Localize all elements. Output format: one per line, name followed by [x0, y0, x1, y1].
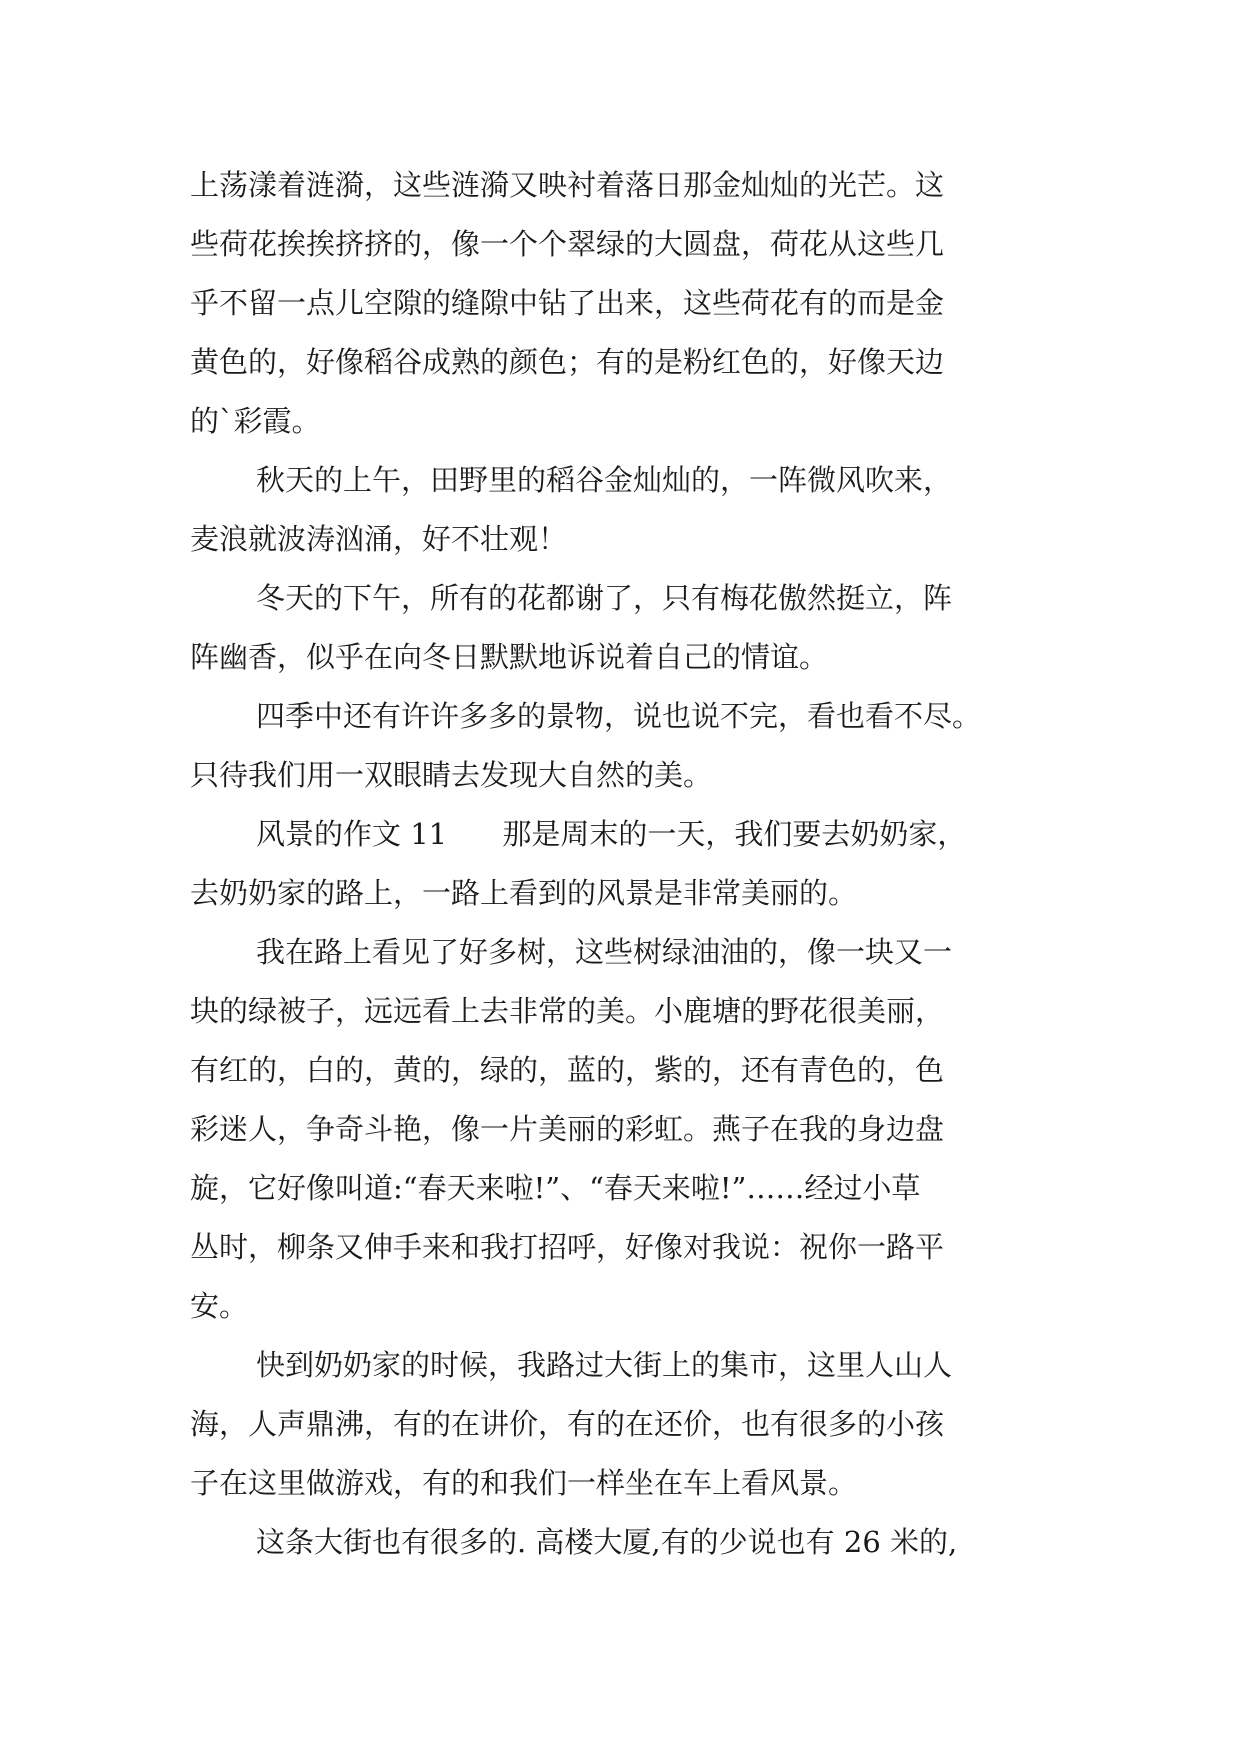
text-line: 的`彩霞。	[190, 404, 321, 438]
text-line: 子在这里做游戏，有的和我们一样坐在车上看风景。	[190, 1466, 858, 1500]
text-line: 麦浪就波涛汹涌，好不壮观！	[190, 522, 568, 556]
text-line: 乎不留一点儿空隙的缝隙中钻了出来，这些荷花有的而是金	[190, 286, 945, 320]
paragraph-start-line: 快到奶奶家的时候，我路过大街上的集市，这里人山人	[256, 1348, 953, 1382]
paragraph-start-line: 秋天的上午，田野里的稻谷金灿灿的，一阵微风吹来，	[256, 463, 953, 497]
text-line: 旋，它好像叫道:“春天来啦!”、“春天来啦!”……经过小草	[190, 1171, 921, 1205]
paragraph-start-line: 冬天的下午，所有的花都谢了，只有梅花傲然挺立，阵	[256, 581, 953, 615]
paragraph-start-line: 我在路上看见了好多树，这些树绿油油的，像一块又一	[256, 935, 953, 969]
text-line: 海，人声鼎沸，有的在讲价，有的在还价，也有很多的小孩	[190, 1407, 945, 1441]
essay-text	[190, 156, 1060, 1572]
text-line: 彩迷人，争奇斗艳，像一片美丽的彩虹。燕子在我的身边盘	[190, 1112, 945, 1146]
text-line: 上荡漾着涟漪，这些涟漪又映衬着落日那金灿灿的光芒。这	[190, 168, 945, 202]
text-line: 块的绿被子，远远看上去非常的美。小鹿塘的野花很美丽，	[190, 994, 945, 1028]
text-line: 丛时，柳条又伸手来和我打招呼，好像对我说：祝你一路平	[190, 1230, 945, 1264]
text-line: 去奶奶家的路上，一路上看到的风景是非常美丽的。	[190, 876, 858, 910]
text-line: 些荷花挨挨挤挤的，像一个个翠绿的大圆盘，荷花从这些几	[190, 227, 945, 261]
paragraph-start-line: 这条大街也有很多的. 高楼大厦,有的少说也有 26 米的,	[256, 1525, 958, 1559]
text-line: 有红的，白的，黄的，绿的，蓝的，紫的，还有青色的，色	[190, 1053, 945, 1087]
text-line: 只待我们用一双眼睛去发现大自然的美。	[190, 758, 713, 792]
text-line: 黄色的，好像稻谷成熟的颜色；有的是粉红色的，好像天边	[190, 345, 945, 379]
text-line: 安。	[190, 1289, 249, 1323]
essay-heading-line: 风景的作文 11 那是周末的一天，我们要去奶奶家，	[256, 817, 967, 851]
paragraph-start-line: 四季中还有许许多多的景物，说也说不完，看也看不尽。	[256, 699, 982, 733]
text-line: 阵幽香，似乎在向冬日默默地诉说着自己的情谊。	[190, 640, 829, 674]
